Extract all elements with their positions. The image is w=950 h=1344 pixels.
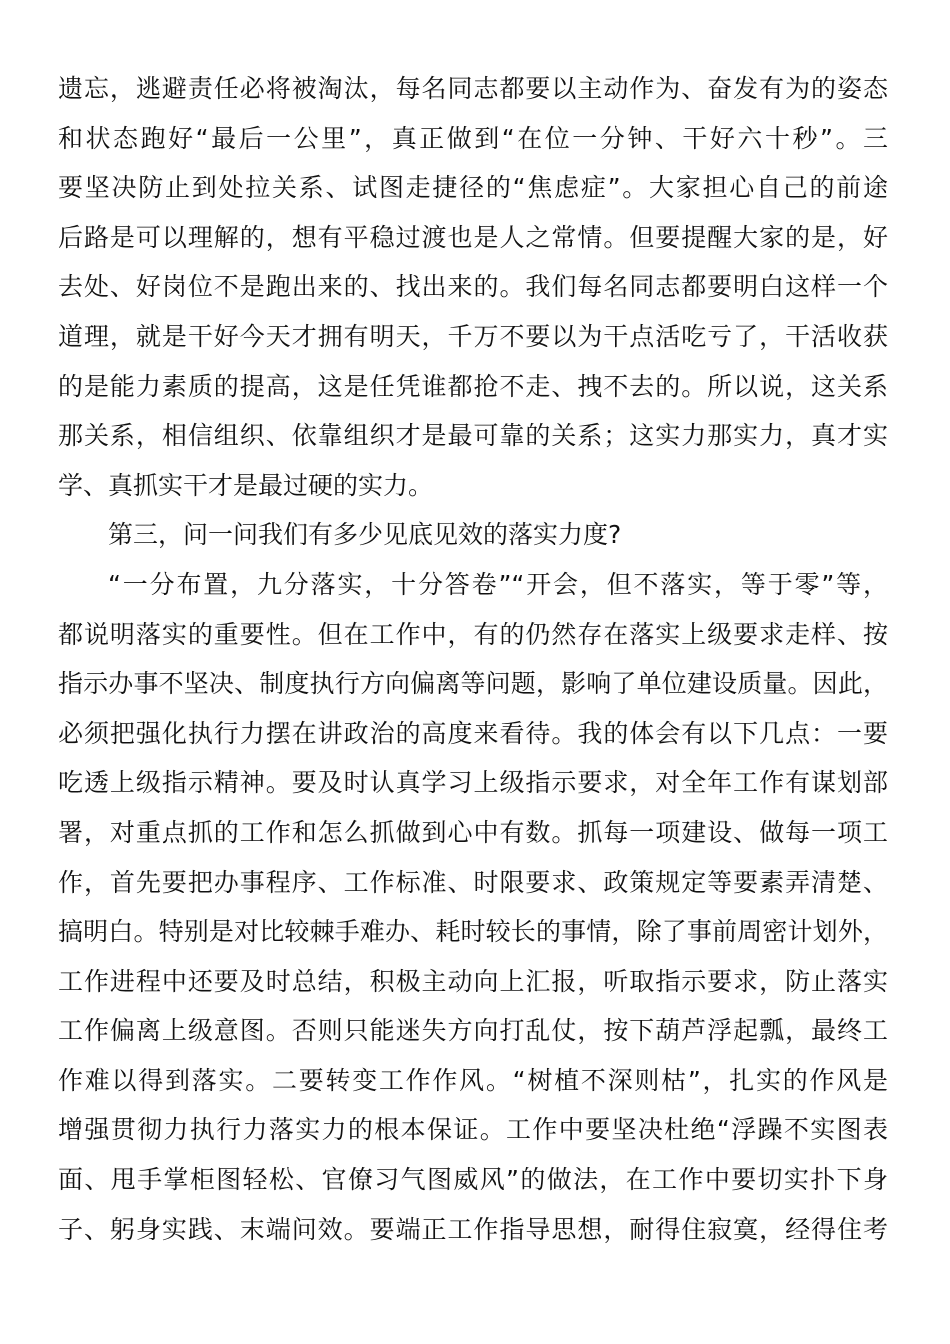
text-line: “一分布置，九分落实，十分答卷”“开会，但不落实，等于零”等，: [108, 569, 888, 599]
text-line: 增强贯彻力执行力落实力的根本保证。工作中要坚决杜绝“浮躁不实图表: [58, 1115, 888, 1145]
text-line: 的是能力素质的提高，这是任凭谁都抢不走、拽不去的。所以说，这关系: [58, 371, 888, 401]
text-line: 那关系，相信组织、依靠组织才是最可靠的关系；这实力那实力，真才实: [58, 421, 888, 451]
text-line: 吃透上级指示精神。要及时认真学习上级指示要求，对全年工作有谋划部: [58, 768, 888, 798]
text-line: 作难以得到落实。二要转变工作作风。“树植不深则枯”，扎实的作风是: [58, 1065, 888, 1095]
text-line: 必须把强化执行力摆在讲政治的高度来看待。我的体会有以下几点：一要: [58, 718, 888, 748]
body-text: [58, 64, 888, 1254]
text-line: 工作进程中还要及时总结，积极主动向上汇报，听取指示要求，防止落实: [58, 966, 888, 996]
text-line: 第三，问一问我们有多少见底见效的落实力度?: [108, 520, 622, 550]
text-line: 署，对重点抓的工作和怎么抓做到心中有数。抓每一项建设、做每一项工: [58, 817, 888, 847]
text-line: 学、真抓实干才是最过硬的实力。: [58, 470, 434, 500]
text-line: 都说明落实的重要性。但在工作中，有的仍然存在落实上级要求走样、按: [58, 619, 888, 649]
text-line: 面、甩手掌柜图轻松、官僚习气图威风”的做法，在工作中要切实扑下身: [58, 1165, 888, 1195]
text-line: 子、躬身实践、末端问效。要端正工作指导思想，耐得住寂寞，经得住考: [58, 1214, 888, 1244]
text-line: 去处、好岗位不是跑出来的、找出来的。我们每名同志都要明白这样一个: [58, 272, 888, 302]
text-line: 要坚决防止到处拉关系、试图走捷径的“焦虑症”。大家担心自己的前途: [58, 173, 888, 203]
text-line: 指示办事不坚决、制度执行方向偏离等问题，影响了单位建设质量。因此，: [58, 669, 888, 699]
text-line: 和状态跑好“最后一公里”，真正做到“在位一分钟、干好六十秒”。三: [58, 123, 888, 153]
text-line: 工作偏离上级意图。否则只能迷失方向打乱仗，按下葫芦浮起瓢，最终工: [58, 1016, 888, 1046]
text-line: 作，首先要把办事程序、工作标准、时限要求、政策规定等要素弄清楚、: [58, 867, 888, 897]
text-line: 遗忘，逃避责任必将被淘汰，每名同志都要以主动作为、奋发有为的姿态: [58, 74, 888, 103]
text-line: 道理，就是干好今天才拥有明天，千万不要以为干点活吃亏了，干活收获: [58, 321, 888, 351]
text-line: 后路是可以理解的，想有平稳过渡也是人之常情。但要提醒大家的是，好: [58, 222, 888, 252]
text-line: 搞明白。特别是对比较棘手难办、耗时较长的事情，除了事前周密计划外，: [58, 917, 888, 947]
